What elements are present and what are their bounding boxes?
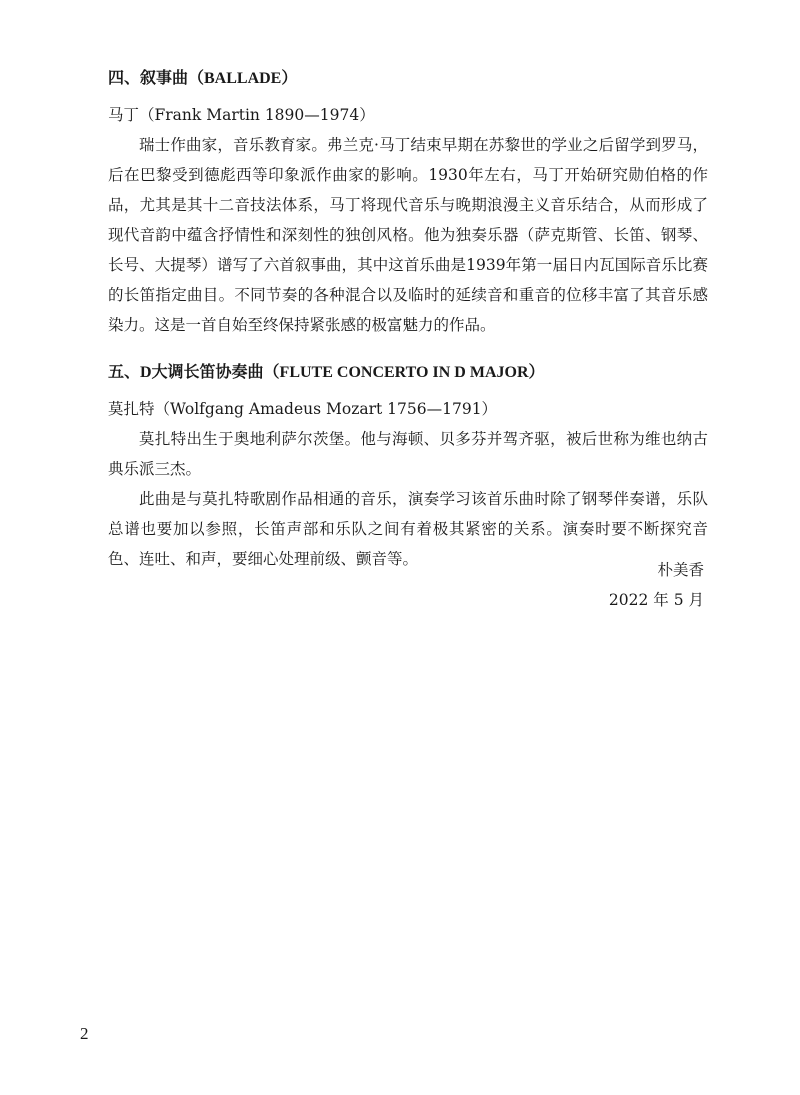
page-number: 2 <box>80 1024 89 1043</box>
section-4-heading: 四、叙事曲（BALLADE） <box>108 70 298 87</box>
page-content <box>108 64 708 574</box>
section-5-paragraph-2: 此曲是与莫扎特歌剧作品相通的音乐，演奏学习该首乐曲时除了钢琴伴奏谱，乐队总谱也要加以参照，长笛声部和乐队之间有着极其紧密的关系。演奏时要不断探究音色、连吐、和声，要细心处理前级、颤音等。 <box>108 490 708 568</box>
section-4-paragraph-1: 瑞士作曲家，音乐教育家。弗兰克·马丁结束早期在苏黎世的学业之后留学到罗马，后在巴黎受到德彪西等印象派作曲家的影响。1930年左右，马丁开始研究勋伯格的作品，尤其是其十二音技法体系，马丁将现代音乐与晚期浪漫主义音乐结合，从而形成了现代音韵中蕴含抒情性和深刻性的独创风格。他为独奏乐器（萨克斯管、长笛、钢琴、长号、大提琴）谱写了六首叙事曲，其中这首乐曲是1939年第一届日内瓦国际音乐比赛的长笛指定曲目。不同节奏的各种混合以及临时的延续音和重音的位移丰富了其音乐感染力。这是一首自始至终保持紧张感的极富魅力的作品。 <box>108 136 708 334</box>
signature-date: 2022 年 5 月 <box>608 591 704 609</box>
section-5-composer: 莫扎特（Wolfgang Amadeus Mozart 1756—1791） <box>108 400 498 418</box>
section-4-composer: 马丁（Frank Martin 1890—1974） <box>108 106 375 124</box>
section-5-heading: 五、D大调长笛协奏曲（FLUTE CONCERTO IN D MAJOR） <box>108 364 545 381</box>
signature-name: 朴美香 <box>657 561 704 579</box>
section-5-paragraph-1: 莫扎特出生于奥地利萨尔茨堡。他与海顿、贝多芬并驾齐驱，被后世称为维也纳古典乐派三杰。 <box>108 430 708 478</box>
